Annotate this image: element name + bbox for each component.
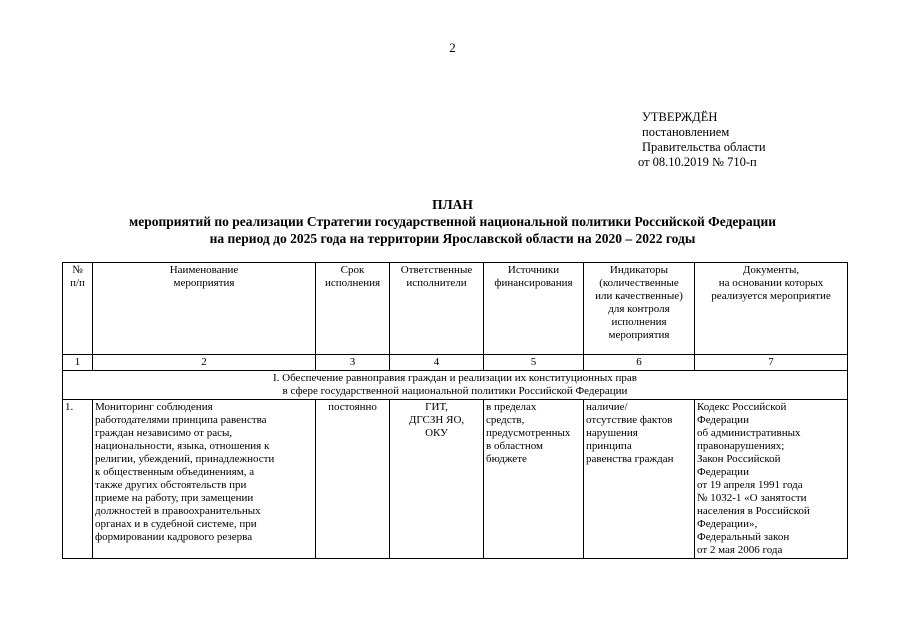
approval-line: постановлением [642, 125, 730, 139]
row-name: Мониторинг соблюдения работодателями принципа равенства граждан независимо от расы, национальности, языка, отношения к религии, убеждений, принадлежности к общественным объединениям, а также других обстоятельств при приеме на работу, при замещении должностей в правоохранительных органах и в судебной системе, при формировании кадрового резерва [93, 400, 316, 559]
column-number: 3 [316, 355, 390, 371]
header-cell: № п/п [63, 263, 93, 355]
header-cell: Источники финансирования [484, 263, 584, 355]
header-cell: Срок исполнения [316, 263, 390, 355]
title-subline: мероприятий по реализации Стратегии государственной национальной политики Российской Федерации [129, 214, 776, 229]
row-executors: ГИТ, ДГСЗН ЯО, ОКУ [390, 400, 484, 559]
row-indicators: наличие/ отсутствие фактов нарушения принципа равенства граждан [584, 400, 695, 559]
column-number-row [63, 355, 848, 371]
row-financing: в пределах средств, предусмотренных в областном бюджете [484, 400, 584, 559]
column-number: 5 [484, 355, 584, 371]
column-number: 2 [93, 355, 316, 371]
column-number: 6 [584, 355, 695, 371]
section-title: I. Обеспечение равноправия граждан и реализации их конституционных прав в сфере государственной национальной политики Российской Федерации [63, 371, 848, 400]
header-cell: Индикаторы (количественные или качественные) для контроля исполнения мероприятия [584, 263, 695, 355]
page-number: 2 [449, 40, 456, 55]
header-cell: Наименование мероприятия [93, 263, 316, 355]
row-documents: Кодекс Российской Федерации об административных правонарушениях; Закон Российской Федерации от 19 апреля 1991 года № 1032-1 «О занятости населения в Российской Федерации», Федеральный закон от 2 мая 2006 года [695, 400, 848, 559]
column-number: 7 [695, 355, 848, 371]
header-cell: Документы, на основании которых реализуется мероприятие [695, 263, 848, 355]
column-number: 1 [63, 355, 93, 371]
approval-line: УТВЕРЖДЁН [642, 110, 718, 124]
row-number: 1. [63, 400, 93, 559]
table-row [63, 400, 848, 559]
approval-line: от 08.10.2019 № 710-п [638, 155, 757, 169]
column-number: 4 [390, 355, 484, 371]
title-subline: на период до 2025 года на территории Ярославской области на 2020 – 2022 годы [209, 231, 696, 246]
section-row [63, 371, 848, 400]
title-heading: ПЛАН [432, 197, 473, 212]
plan-table [62, 262, 848, 559]
approval-stamp [640, 110, 766, 170]
document-title [0, 196, 905, 247]
row-term: постоянно [316, 400, 390, 559]
approval-line: Правительства области [642, 140, 766, 154]
header-cell: Ответственные исполнители [390, 263, 484, 355]
